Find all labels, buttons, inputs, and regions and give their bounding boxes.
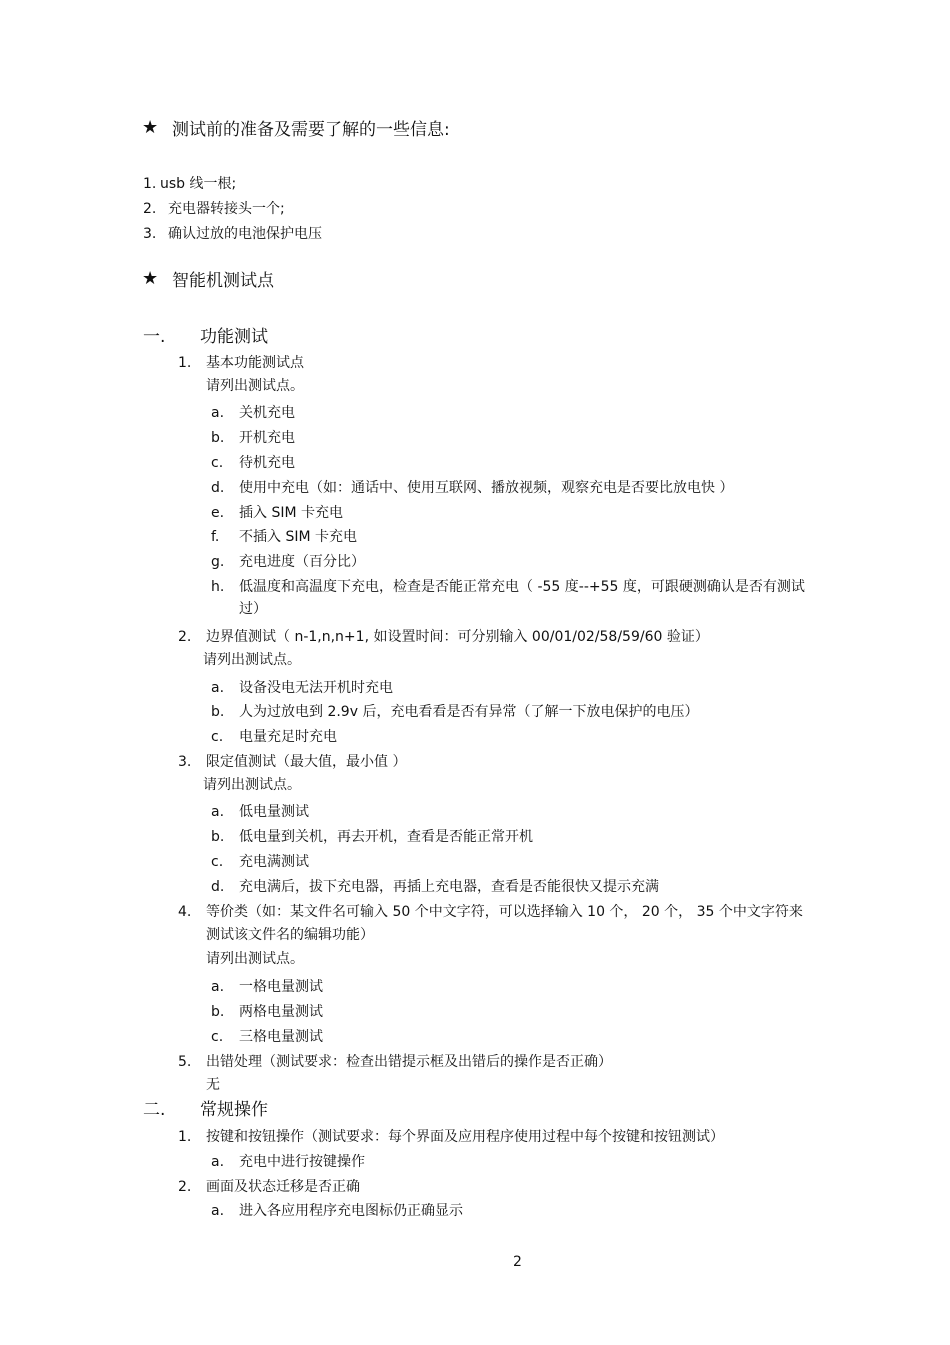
- item-key: e.: [211, 505, 225, 521]
- list-item: 一格电量测试: [239, 979, 323, 995]
- list-item: 充电满测试: [239, 854, 309, 870]
- sub-note: 请列出测试点。: [203, 652, 301, 668]
- part1-title: 功能测试: [200, 327, 268, 347]
- item-key: a.: [211, 1154, 225, 1170]
- item-key: c.: [211, 854, 224, 870]
- sub-note: 请列出测试点。: [203, 777, 301, 793]
- sub-title: 限定值测试（最大值，最小值 ）: [206, 754, 407, 770]
- list-item: 电量充足时充电: [239, 729, 337, 745]
- sub-title: 出错处理（测试要求：检查出错提示框及出错后的操作是否正确）: [206, 1054, 612, 1070]
- prep-item-num: 1.: [143, 176, 157, 192]
- item-key: a.: [211, 680, 225, 696]
- list-item: 设备没电无法开机时充电: [239, 680, 393, 696]
- list-item: 关机充电: [239, 405, 295, 421]
- sub-note: 请列出测试点。: [206, 378, 304, 394]
- sub-title: 按键和按钮操作（测试要求：每个界面及应用程序使用过程中每个按键和按钮测试）: [206, 1129, 724, 1145]
- sub-num: 3.: [178, 754, 192, 770]
- sub-title: 基本功能测试点: [206, 355, 304, 371]
- list-item: 低温度和高温度下充电，检查是否能正常充电（ -55 度--+55 度，可跟硬测确认是否有测试: [239, 579, 805, 595]
- list-item: 三格电量测试: [239, 1029, 323, 1045]
- list-item: 充电中进行按键操作: [239, 1154, 365, 1170]
- prep-item: usb 线一根;: [160, 176, 237, 192]
- sub-title: 边界值测试（ n-1,n,n+1, 如设置时间：可分别输入 00/01/02/58/59/60 验证）: [206, 629, 709, 645]
- star-icon: ★: [142, 117, 159, 138]
- item-key: c.: [211, 455, 224, 471]
- star-icon: ★: [142, 268, 159, 289]
- item-key: g.: [211, 554, 225, 570]
- sub-note: 请列出测试点。: [206, 951, 304, 967]
- page-number: 2: [513, 1254, 522, 1270]
- list-item: 两格电量测试: [239, 1004, 323, 1020]
- prep-item: 确认过放的电池保护电压: [168, 226, 322, 242]
- list-item: 开机充电: [239, 430, 295, 446]
- list-item: 进入各应用程序充电图标仍正确显示: [239, 1203, 463, 1219]
- part1-num: 一.: [143, 327, 166, 347]
- list-item: 插入 SIM 卡充电: [239, 505, 343, 521]
- smart-heading: 智能机测试点: [172, 271, 274, 291]
- item-key: d.: [211, 480, 225, 496]
- item-key: f.: [211, 529, 220, 545]
- sub-num: 1.: [178, 355, 192, 371]
- item-key: a.: [211, 804, 225, 820]
- list-item-continued: 过）: [239, 601, 267, 617]
- sub-title: 画面及状态迁移是否正确: [206, 1179, 360, 1195]
- list-item: 充电进度（百分比）: [239, 554, 365, 570]
- item-key: b.: [211, 704, 225, 720]
- sub-num: 5.: [178, 1054, 192, 1070]
- list-item: 不插入 SIM 卡充电: [239, 529, 357, 545]
- item-key: h.: [211, 579, 225, 595]
- sub-num: 4.: [178, 904, 192, 920]
- sub-title-continued: 测试该文件名的编辑功能）: [206, 927, 374, 943]
- item-key: b.: [211, 430, 225, 446]
- prep-item-num: 2.: [143, 201, 157, 217]
- list-item: 人为过放电到 2.9v 后，充电看看是否有异常（了解一下放电保护的电压）: [239, 704, 699, 720]
- list-item: 充电满后，拔下充电器，再插上充电器，查看是否能很快又提示充满: [239, 879, 659, 895]
- part2-num: 二.: [143, 1100, 166, 1120]
- list-item: 使用中充电（如：通话中、使用互联网、播放视频，观察充电是否要比放电快 ）: [239, 480, 734, 496]
- sub-title: 等价类（如：某文件名可输入 50 个中文字符，可以选择输入 10 个， 20 个， 35 个中文字符来: [206, 904, 803, 920]
- item-key: c.: [211, 729, 224, 745]
- item-key: c.: [211, 1029, 224, 1045]
- sub-num: 2.: [178, 1179, 192, 1195]
- prep-item: 充电器转接头一个;: [168, 201, 285, 217]
- item-key: a.: [211, 979, 225, 995]
- sub-num: 2.: [178, 629, 192, 645]
- item-key: a.: [211, 405, 225, 421]
- item-key: b.: [211, 1004, 225, 1020]
- sub-note: 无: [206, 1077, 220, 1093]
- list-item: 待机充电: [239, 455, 295, 471]
- prep-heading: 测试前的准备及需要了解的一些信息:: [172, 120, 450, 140]
- list-item: 低电量测试: [239, 804, 309, 820]
- sub-num: 1.: [178, 1129, 192, 1145]
- part2-title: 常规操作: [200, 1100, 268, 1120]
- prep-item-num: 3.: [143, 226, 157, 242]
- item-key: a.: [211, 1203, 225, 1219]
- item-key: b.: [211, 829, 225, 845]
- item-key: d.: [211, 879, 225, 895]
- list-item: 低电量到关机，再去开机，查看是否能正常开机: [239, 829, 533, 845]
